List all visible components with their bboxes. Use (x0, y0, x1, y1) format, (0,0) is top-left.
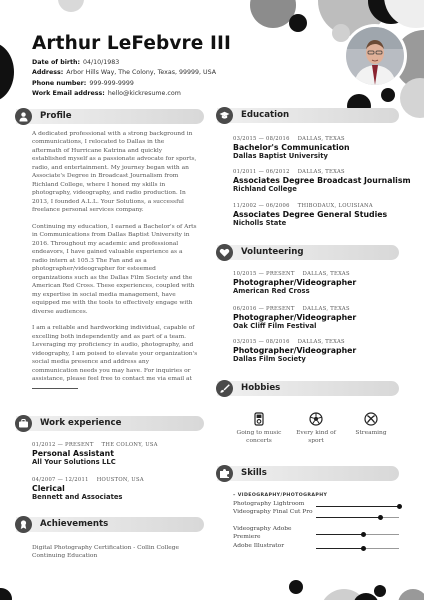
skill-level-dot (378, 515, 383, 520)
education-entry: 03/2015 — 08/2016 DALLAS, TEXAS Bachelor's Communication Dallas Baptist University (233, 136, 350, 160)
section-title: Work experience (40, 417, 122, 428)
decor-circle (400, 78, 424, 118)
skill-fill (316, 548, 363, 550)
skill-name: Photography Lightroom (233, 501, 305, 507)
profile-paragraph: I am a reliable and hardworking individual, capable of excelling both independently and as part of a team. Leveraging my proficiency in audio, photography, and videography, I am poised to elevate your organization's social media presence and address any communication needs you may have. For inquiries or assistance, please feel free to contact me via email at (32, 324, 206, 392)
skill-fill (316, 506, 399, 508)
skill-fill (316, 534, 363, 536)
skill-fill (316, 517, 381, 519)
section-header-hobbies (217, 381, 399, 396)
achievements-text: Digital Photography Certification - Collin College Continuing Education (32, 545, 180, 560)
skill-row (233, 501, 399, 509)
work-entry: 01/2012 — PRESENT THE COLONY, USA Personal Assistant All Your Solutions LLC (32, 442, 158, 466)
work-entry: 04/2007 — 12/2011 HOUSTON, USA Clerical Bennett and Associates (32, 477, 144, 501)
education-entry: 01/2011 — 06/2012 DALLAS, TEXAS Associates Degree Broadcast Journalism Richland College (233, 169, 411, 193)
skill-name: Adobe Illustrator (233, 543, 285, 549)
skill-row (233, 543, 399, 551)
detail-phone: Phone number: 999-999-9999 (32, 79, 134, 87)
section-title: Volunteering (241, 246, 304, 257)
avatar (343, 24, 407, 88)
person-icon (15, 108, 32, 125)
decor-circle (0, 588, 12, 600)
graduation-cap-icon (216, 107, 233, 124)
section-header-profile (16, 109, 204, 124)
soccer-ball-icon (309, 411, 323, 425)
skill-track (316, 506, 399, 507)
section-header-achievements (16, 517, 204, 532)
detail-address: Address: Arbor Hills Way, The Colony, Texas, 99999, USA (32, 69, 217, 77)
section-title: Achievements (40, 518, 109, 529)
email-placeholder-line (32, 384, 78, 389)
hobby-item: Going to music concerts (229, 411, 289, 445)
volunteering-entry: 03/2015 — 08/2016 DALLAS, TEXAS Photographer/Videographer Dallas Film Society (233, 339, 357, 363)
section-title: Hobbies (241, 382, 281, 393)
skill-row (233, 509, 399, 517)
skill-row (233, 526, 399, 540)
education-entry: 11/2002 — 06/2006 THIBODAUX, LOUISIANA Associates Degree General Studies Nicholls State (233, 203, 388, 227)
skill-name: Videography Final Cut Pro (233, 509, 313, 515)
section-title: Profile (40, 110, 72, 121)
section-header-work (16, 416, 204, 431)
section-title: Skills (241, 467, 267, 478)
hobby-item: Streaming (341, 411, 401, 437)
skill-track (316, 534, 399, 535)
detail-email[interactable]: Work Email address: hello@kickresume.com (32, 90, 181, 98)
paint-brush-icon (216, 380, 233, 397)
decor-circle (381, 88, 395, 102)
skill-name: Videography Adobe Premiere (233, 526, 292, 540)
candidate-name: Arthur LeFebvre III (32, 33, 231, 54)
profile-paragraph: Continuing my education, I earned a Bachelor's of Arts in Communications from Dallas Baptist University in 2016. Throughout my academic and professional endeavors, I have gained valuable experience as a radio intern at 105.3 The Fan and as a photographer/videographer for esteemed organizations such as the Dallas Film Society and the American Red Cross. These experiences, coupled with my expertise in social media management, have equipped me with the tools to effectively engage with diverse audiences. (32, 223, 197, 315)
briefcase-icon (15, 415, 32, 432)
detail-birth: Date of birth: 04/10/1983 (32, 59, 120, 66)
skill-level-dot (361, 546, 366, 551)
music-player-icon (252, 411, 266, 425)
xbox-icon (364, 411, 378, 425)
skill-category: – VIDEOGRAPHY/PHOTOGRAPHY (233, 493, 328, 498)
decor-circle (398, 589, 424, 600)
decor-circle (289, 14, 307, 32)
skill-level-dot (361, 532, 366, 537)
puzzle-icon (216, 465, 233, 482)
profile-photo (346, 27, 404, 85)
decor-circle (58, 0, 84, 12)
skill-track (316, 548, 399, 549)
profile-text (32, 130, 206, 400)
decor-circle (0, 42, 14, 102)
decor-circle (289, 580, 303, 594)
volunteering-entry: 10/2015 — PRESENT DALLAS, TEXAS Photographer/Videographer American Red Cross (233, 271, 357, 295)
section-header-education (217, 108, 399, 123)
award-icon (15, 516, 32, 533)
volunteering-entry: 06/2016 — PRESENT DALLAS, TEXAS Photographer/Videographer Oak Cliff Film Festival (233, 306, 357, 330)
hobby-item: Every kind of sport (286, 411, 346, 445)
section-title: Education (241, 109, 290, 120)
heart-icon (216, 244, 233, 261)
section-header-skills (217, 466, 399, 481)
profile-paragraph: A dedicated professional with a strong background in communications, I relocated to Dallas in the aftermath of Hurricane Katrina and quickly established myself as a passionate advocate for sports, radio, and entertainment. My journey began with an Associate's Degree in Broadcast Journalism from Richland College, where I honed my skills in photography, videography, and radio production. In 2013, I founded A.L.L. Your Solutions, a successful freelance personal services company. (32, 131, 197, 214)
contact-details (32, 58, 216, 100)
section-header-volunteering (217, 245, 399, 260)
decor-circle (374, 585, 386, 597)
skill-track (316, 517, 399, 518)
